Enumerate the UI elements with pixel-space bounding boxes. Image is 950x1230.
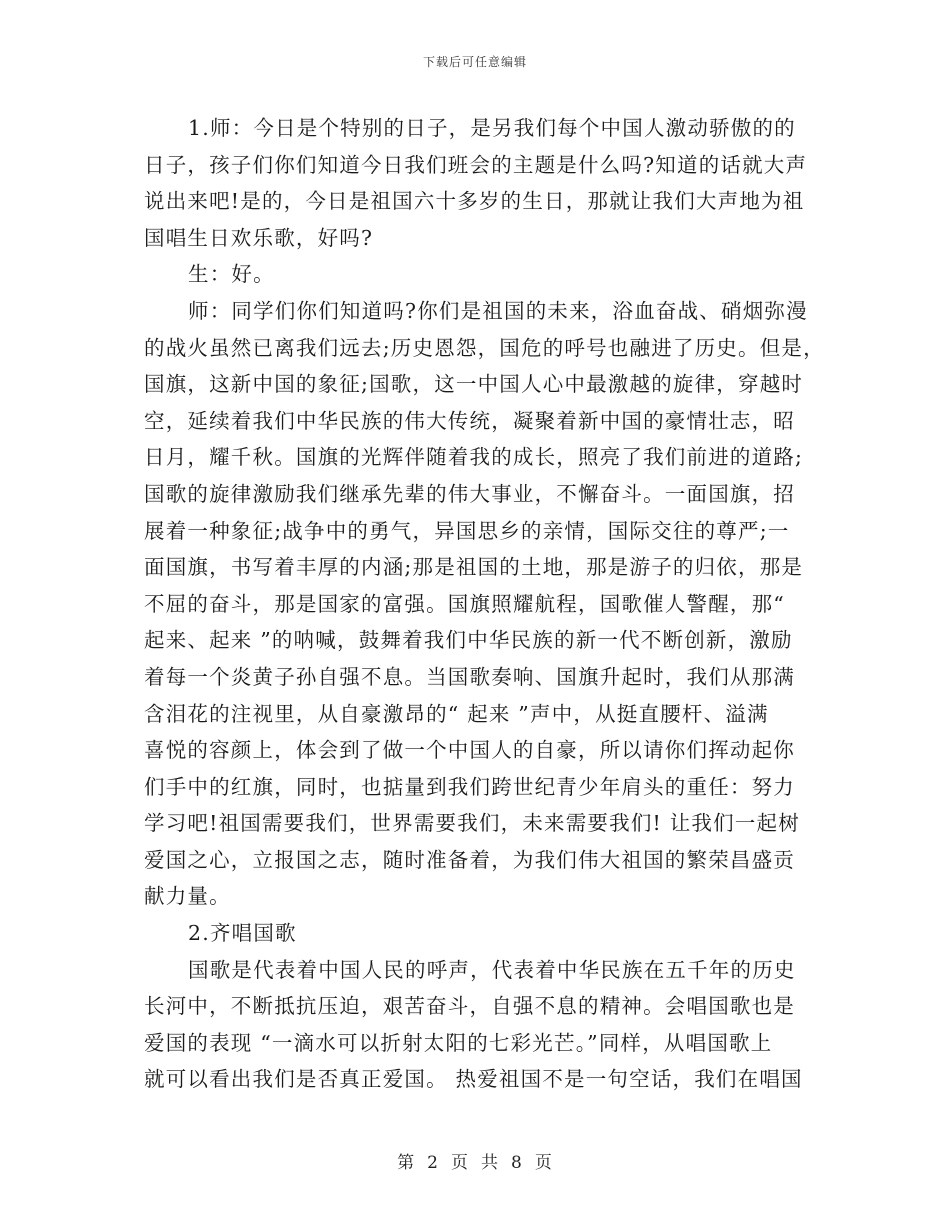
text-line: 生：好。	[188, 262, 275, 287]
footer-current-page: 2	[427, 1153, 439, 1173]
text-line: 含泪花的注视里，从自豪激昂的“ 起来 ”声中，从挺直腰杆、溢满	[144, 701, 769, 726]
text-line: 喜悦的容颜上，体会到了做一个中国人的自豪，所以请你们挥动起你	[144, 738, 795, 763]
text-line: 们手中的红旗，同时，也掂量到我们跨世纪青少年肩头的重任：努力	[144, 774, 795, 799]
text-line: 日月，耀千秋。国旗的光辉伴随着我的成长，照亮了我们前进的道路;	[144, 445, 804, 470]
text-line: 说出来吧!是的，今日是祖国六十多岁的生日，那就让我们大声地为祖	[144, 189, 805, 214]
text-line: 国唱生日欢乐歌，好吗?	[144, 225, 374, 250]
footer-total-pages: 8	[511, 1153, 523, 1173]
footer-suffix: 页	[534, 1153, 553, 1173]
footer-prefix: 第	[397, 1153, 416, 1173]
footer-page-word: 页	[451, 1153, 469, 1173]
page-header-note: 下载后可任意编辑	[422, 55, 527, 69]
text-line: 爱国之心，立报国之志，随时准备着，为我们伟大祖国的繁荣昌盛贡	[144, 847, 795, 872]
text-line: 长河中，不断抵抗压迫，艰苦奋斗，自强不息的精神。会唱国歌也是	[144, 994, 795, 1019]
text-line: 献力量。	[144, 884, 231, 909]
footer-total-word: 共	[481, 1153, 499, 1173]
text-line: 日子，孩子们你们知道今日我们班会的主题是什么吗?知道的话就大声	[144, 152, 808, 177]
text-line: 国歌的旋律激励我们继承先辈的伟大事业，不懈奋斗。一面国旗，招	[144, 481, 795, 506]
text-line: 学习吧!祖国需要我们，世界需要我们，未来需要我们! 让我们一起树	[144, 811, 800, 836]
text-line: 空，延续着我们中华民族的伟大传统，凝聚着新中国的豪情壮志，昭	[144, 408, 795, 433]
text-line: 起来、起来 ”的呐喊，鼓舞着我们中华民族的新一代不断创新，激励	[144, 628, 793, 653]
text-line: 1.师：今日是个特别的日子，是另我们每个中国人激动骄傲的的	[188, 116, 796, 140]
text-line: 国旗，这新中国的象征;国歌，这一中国人心中最激越的旋律，穿越时	[144, 372, 804, 397]
text-line: 师：同学们你们知道吗?你们是祖国的未来，浴血奋战、硝烟弥漫	[188, 298, 808, 323]
text-line: 着每一个炎黄子孙自强不息。当国歌奏响、国旗升起时，我们从那满	[144, 664, 795, 689]
text-line: 展着一种象征;战争中的勇气，异国思乡的亲情，国际交往的尊严;一	[144, 518, 790, 543]
text-line: 不屈的奋斗，那是国家的富强。国旗照耀航程，国歌催人警醒，那“	[144, 591, 785, 616]
text-line: 的战火虽然已离我们远去;历史恩怨，国危的呼号也融进了历史。但是，	[144, 335, 825, 360]
text-line: 面国旗，书写着丰厚的内涵;那是祖国的土地，那是游子的归依，那是	[144, 555, 804, 580]
text-line: 爱国的表现 “一滴水可以折射太阳的七彩光芒。”同样，从唱国歌上	[144, 1030, 773, 1055]
text-line: 2.齐唱国歌	[188, 921, 297, 946]
text-line: 国歌是代表着中国人民的呼声，代表着中华民族在五千年的历史	[188, 957, 796, 982]
document-body	[144, 110, 825, 1098]
text-line: 就可以看出我们是否真正爱国。 热爱祖国不是一句空话，我们在唱国	[144, 1067, 803, 1092]
page-footer	[0, 1148, 950, 1173]
